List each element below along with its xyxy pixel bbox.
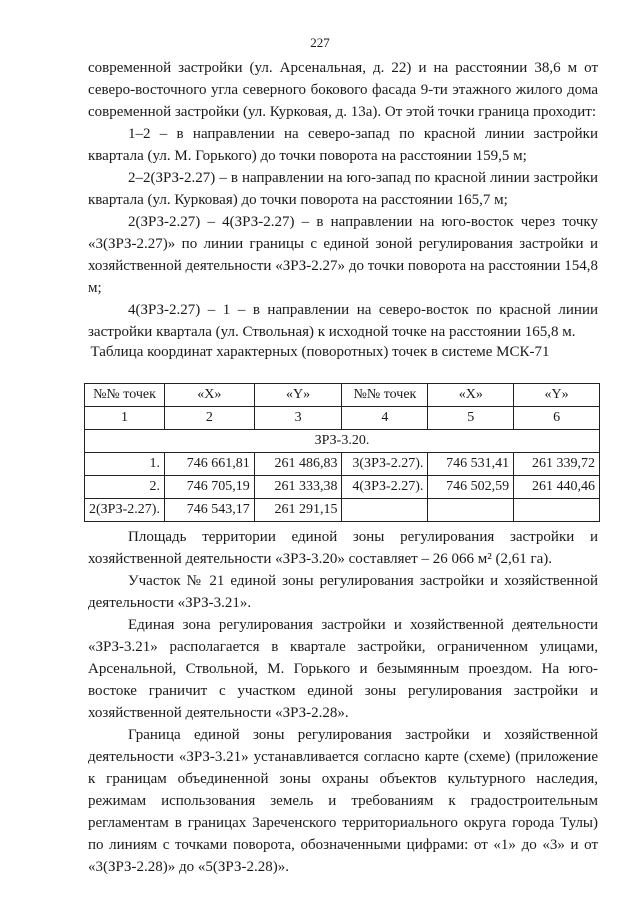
coordinates-table (84, 383, 600, 522)
paragraph: 4(ЗРЗ-2.27) – 1 – в направлении на северо-восток по красной линии застройки квартала (ул. Ствольная) к исходной точке на расстоянии 165,8 м. (88, 302, 598, 340)
column-number: 6 (514, 407, 600, 430)
column-number: 3 (254, 407, 342, 430)
paragraph: Площадь территории единой зоны регулирования застройки и хозяйственной деятельности «ЗРЗ-3.20» составляет – 26 066 м² (2,61 га). (88, 529, 598, 567)
header-cell: №№ точек (342, 384, 428, 407)
y-value: 261 440,46 (514, 476, 600, 499)
paragraph: 2(ЗРЗ-2.27) – 4(ЗРЗ-2.27) – в направлении на юго-восток через точку «3(ЗРЗ-2.27)» по линии границы с единой зоной регулирования застройки и хозяйственной деятельности «ЗРЗ-2.27» до точки поворота на расстоянии 154,8 м; (88, 214, 598, 296)
zone-label: ЗРЗ-3.20. (85, 430, 600, 453)
table-row (85, 476, 600, 499)
y-value: 261 339,72 (514, 453, 600, 476)
x-value: 746 705,19 (164, 476, 254, 499)
y-value: 261 486,83 (254, 453, 342, 476)
point-label: 4(ЗРЗ-2.27). (342, 476, 428, 499)
x-value: 746 502,59 (428, 476, 514, 499)
paragraph: Единая зона регулирования застройки и хозяйственной деятельности «ЗРЗ-3.21» располагается в квартале застройки, ограниченном улицами, Арсенальной, Ствольной, М. Горького и безымянным проездом. На юго-востоке граничит с участком единой зоны регулирования застройки и хозяйственной деятельности «ЗРЗ-2.28». (88, 617, 598, 721)
table-row (85, 453, 600, 476)
point-label: 1. (85, 453, 165, 476)
header-cell: «Y» (254, 384, 342, 407)
header-cell: «X» (164, 384, 254, 407)
table-column-number-row (85, 407, 600, 430)
point-label: 2. (85, 476, 165, 499)
table-row (85, 499, 600, 522)
paragraph: 2–2(ЗРЗ-2.27) – в направлении на юго-запад по красной линии застройки квартала (ул. Курковая) до точки поворота на расстоянии 165,7 м; (88, 170, 598, 208)
x-value: 746 531,41 (428, 453, 514, 476)
paragraph: Участок № 21 единой зоны регулирования застройки и хозяйственной деятельности «ЗРЗ-3.21». (88, 573, 598, 611)
y-value (514, 499, 600, 522)
point-label: 2(ЗРЗ-2.27). (85, 499, 165, 522)
table-header-row (85, 384, 600, 407)
y-value: 261 291,15 (254, 499, 342, 522)
header-cell: №№ точек (85, 384, 165, 407)
paragraph: Граница единой зоны регулирования застройки и хозяйственной деятельности «ЗРЗ-3.21» устанавливается согласно карте (схеме) (приложение к границам объединенной зоны охраны объектов культурного наследия, режимам использования земель и требованиям к градостроительным регламентам в границах Зареченского территориального округа города Тулы) по линиям с точками поворота, обозначенными цифрами: от «1» до «3» и от «3(ЗРЗ-2.28)» до «5(ЗРЗ-2.28)». (88, 727, 598, 875)
table-zone-row (85, 430, 600, 453)
table-caption: Таблица координат характерных (поворотных) точек в системе МСК-71 (90, 344, 550, 360)
x-value: 746 543,17 (164, 499, 254, 522)
column-number: 4 (342, 407, 428, 430)
column-number: 1 (85, 407, 165, 430)
header-cell: «X» (428, 384, 514, 407)
y-value: 261 333,38 (254, 476, 342, 499)
text-block-top (88, 57, 598, 343)
x-value (428, 499, 514, 522)
header-cell: «Y» (514, 384, 600, 407)
paragraph: современной застройки (ул. Арсенальная, д. 22) и на расстоянии 38,6 м от северо-восточного угла северного бокового фасада 9-ти этажного жилого дома современной застройки (ул. Курковая, д. 13а). От этой точки граница проходит: (88, 60, 598, 120)
paragraph: 1–2 – в направлении на северо-запад по красной линии застройки квартала (ул. М. Горького) до точки поворота на расстоянии 159,5 м; (88, 126, 598, 164)
column-number: 2 (164, 407, 254, 430)
text-block-bottom (88, 526, 598, 878)
page-number: 227 (310, 35, 330, 50)
point-label (342, 499, 428, 522)
point-label: 3(ЗРЗ-2.27). (342, 453, 428, 476)
column-number: 5 (428, 407, 514, 430)
x-value: 746 661,81 (164, 453, 254, 476)
